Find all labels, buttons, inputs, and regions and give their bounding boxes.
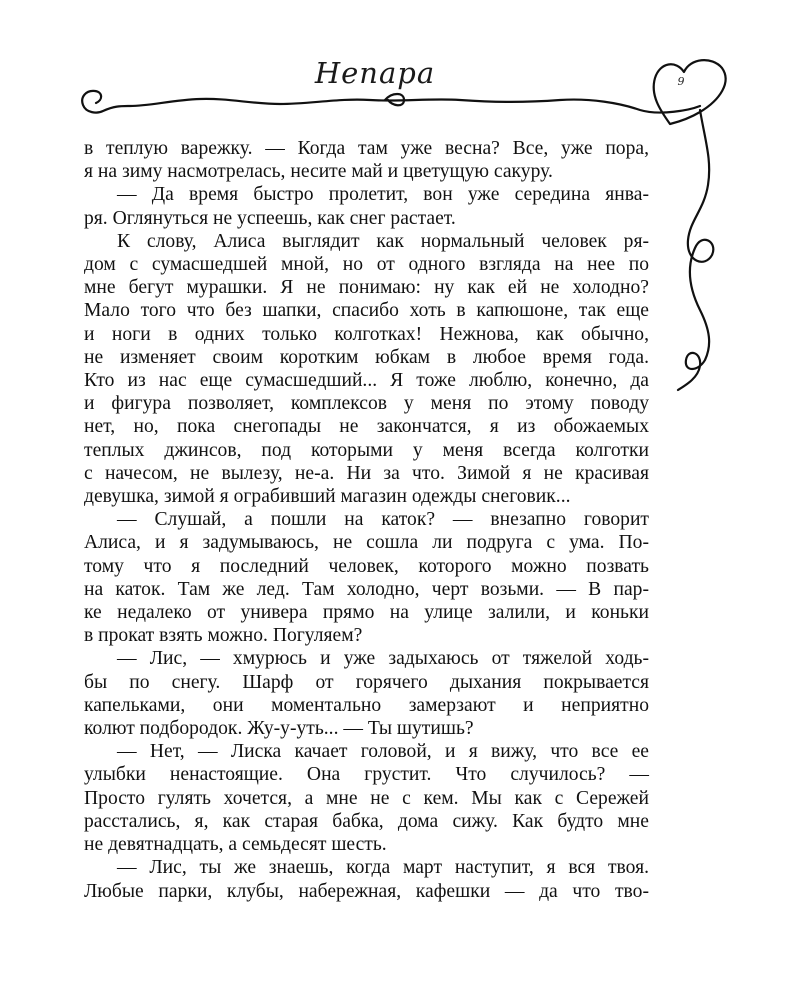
text-line: не девятнадцать, а семьдесят шесть.	[84, 834, 387, 856]
text-line: Кто из нас еще сумасшедший... Я тоже люблю, конечно, да	[84, 370, 649, 392]
text-line: Просто гулять хочется, а мне не с кем. Мы как с Сережей	[84, 787, 649, 809]
text-line: — Да время быстро пролетит, вон уже середина янва-	[117, 184, 649, 206]
text-line: улыбки ненастоящие. Она грустит. Что случилось? —	[84, 764, 649, 786]
text-line: колют подбородок. Жу-у-уть... — Ты шутишь?	[84, 718, 474, 740]
text-line: в теплую варежку. — Когда там уже весна? Все, уже пора,	[84, 138, 649, 159]
heart-ornament	[654, 60, 726, 124]
text-line: девушка, зимой я ограбивший магазин одежды снеговик...	[84, 486, 571, 508]
text-line: с начесом, не вылезу, не-а. Ни за что. Зимой я не красивая	[84, 462, 649, 484]
text-line: теплых джинсов, под которыми у меня всегда колготки	[84, 439, 649, 461]
text-line: ря. Оглянуться не успеешь, как снег растает.	[84, 207, 456, 229]
text-line: — Слушай, а пошли на каток? — внезапно говорит	[117, 509, 649, 531]
text-line: Любые парки, клубы, набережная, кафешки — да что тво-	[84, 880, 649, 902]
text-line: расстались, я, как старая бабка, дома сижу. Как будто мне	[84, 810, 649, 832]
text-line: Алиса, и я задумываюсь, не сошла ли подруга с ума. По-	[84, 532, 649, 554]
text-line: на каток. Там же лед. Там холодно, черт возьми. — В пар-	[84, 578, 649, 600]
text-line: тому что я последний человек, которого можно позвать	[84, 555, 649, 577]
text-line: Мало того что без шапки, спасибо хоть в капюшоне, так еще	[84, 300, 649, 322]
text-line: нет, но, пока снегопады не закончатся, я из обожаемых	[84, 416, 649, 438]
text-line: ке недалеко от универа прямо на улице залили, и коньки	[84, 602, 649, 624]
text-line: в прокат взять можно. Погуляем?	[84, 625, 363, 647]
text-line: мне бегут мурашки. Я не понимаю: ну как ей не холодно?	[84, 277, 649, 299]
text-line: и фигура позволяет, комплексов у меня по этому поводу	[84, 393, 649, 415]
text-line: и ноги в одних только колготках! Нежнова, как обычно,	[84, 323, 649, 345]
text-line: — Лис, ты же знаешь, когда март наступит, я вся твоя.	[117, 857, 649, 879]
text-line: — Нет, — Лиска качает головой, и я вижу, что все ее	[117, 741, 649, 763]
page-title: Непара	[314, 56, 436, 90]
body-text	[84, 137, 649, 903]
text-line: капельками, они моментально замерзают и неприятно	[84, 694, 649, 716]
page-number: 9	[677, 75, 685, 88]
text-line: — Лис, — хмурюсь и уже задыхаюсь от тяжелой ходь-	[117, 648, 649, 670]
hanging-vine-ornament	[678, 110, 713, 390]
text-line: дом с сумасшедшей мной, но от одного взгляда на нее по	[84, 254, 649, 276]
text-line: не изменяет своим коротким юбкам в любое время года.	[84, 346, 649, 368]
text-line: К слову, Алиса выглядит как нормальный человек ря-	[117, 230, 649, 252]
text-line: я на зиму насмотрелась, несите май и цветущую сакуру.	[84, 161, 553, 183]
text-line: бы по снегу. Шарф от горячего дыхания покрывается	[84, 671, 649, 693]
